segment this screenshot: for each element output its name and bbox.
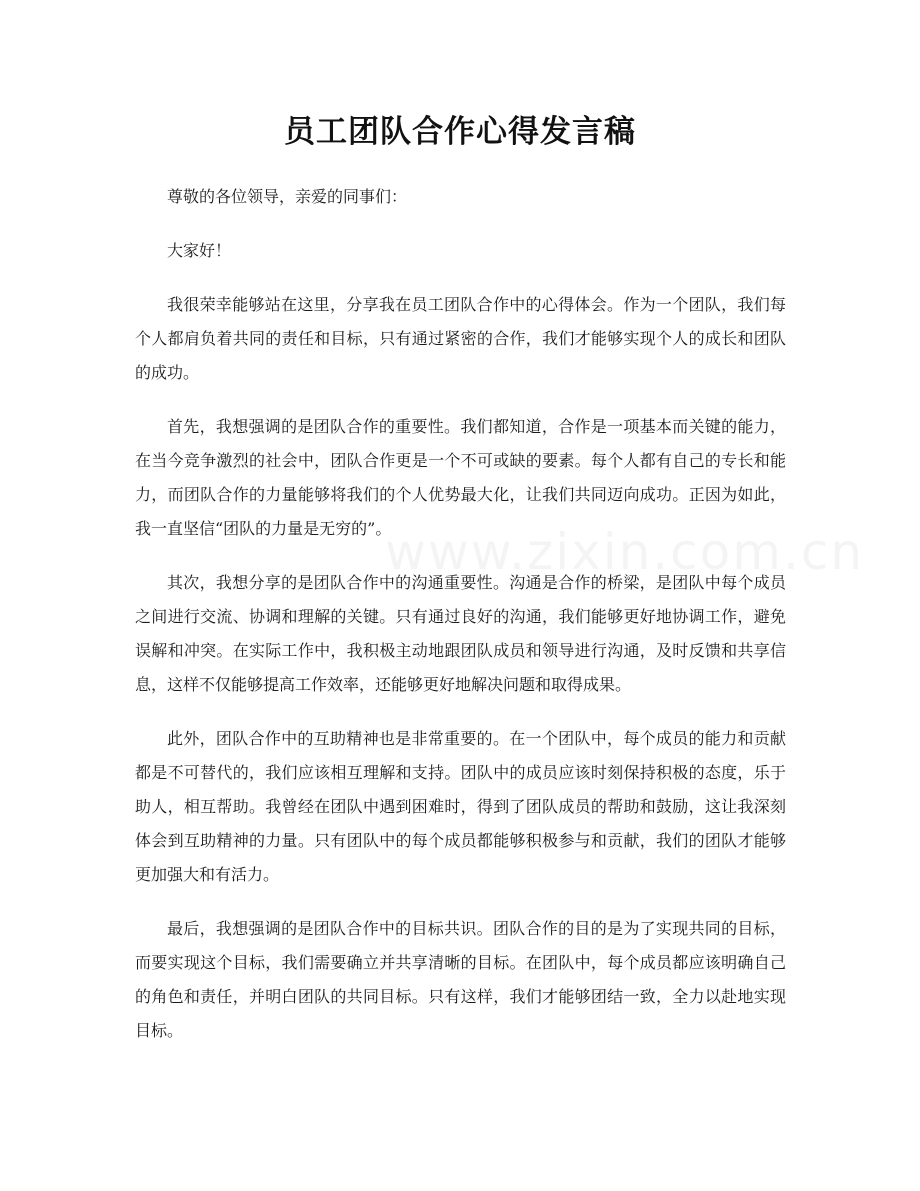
importance-paragraph: 首先，我想强调的是团队合作的重要性。我们都知道，合作是一项基本而关键的能力，在当今竞争激烈的社会中，团队合作更是一个不可或缺的要素。每个人都有自己的专长和能力，而团队合作的力量能够将我们的个人优势最大化，让我们共同迈向成功。正因为如此，我一直坚信“团队的力量是无穷的”。 <box>135 417 786 538</box>
mutual-help-paragraph: 此外，团队合作中的互助精神也是非常重要的。在一个团队中，每个成员的能力和贡献都是不可替代的，我们应该相互理解和支持。团队中的成员应该时刻保持积极的态度，乐于助人，相互帮助。我曾经在团队中遇到困难时，得到了团队成员的帮助和鼓励，这让我深刻体会到互助精神的力量。只有团队中的每个成员都能够积极参与和贡献，我们的团队才能够更加强大和有活力。 <box>135 729 786 884</box>
document-body <box>135 180 786 1068</box>
goal-consensus-paragraph: 最后，我想强调的是团队合作中的目标共识。团队合作的目的是为了实现共同的目标，而要实现这个目标，我们需要确立并共享清晰的目标。在团队中，每个成员都应该明确自己的角色和责任，并明白团队的共同目标。只有这样，我们才能够团结一致，全力以赴地实现目标。 <box>135 919 786 1040</box>
salutation-paragraph: 尊敬的各位领导，亲爱的同事们： <box>167 187 408 206</box>
communication-paragraph: 其次，我想分享的是团队合作中的沟通重要性。沟通是合作的桥梁，是团队中每个成员之间进行交流、协调和理解的关键。只有通过良好的沟通，我们能够更好地协调工作，避免误解和冲突。在实际工作中，我积极主动地跟团队成员和领导进行沟通，及时反馈和共享信息，这样不仅能够提高工作效率，还能够更好地解决问题和取得成果。 <box>135 573 786 694</box>
greeting-paragraph: 大家好！ <box>167 241 232 260</box>
document-title: 员工团队合作心得发言稿 <box>284 114 636 150</box>
intro-paragraph: 我很荣幸能够站在这里，分享我在员工团队合作中的心得体会。作为一个团队，我们每个人都肩负着共同的责任和目标，只有通过紧密的合作，我们才能够实现个人的成长和团队的成功。 <box>135 295 786 382</box>
